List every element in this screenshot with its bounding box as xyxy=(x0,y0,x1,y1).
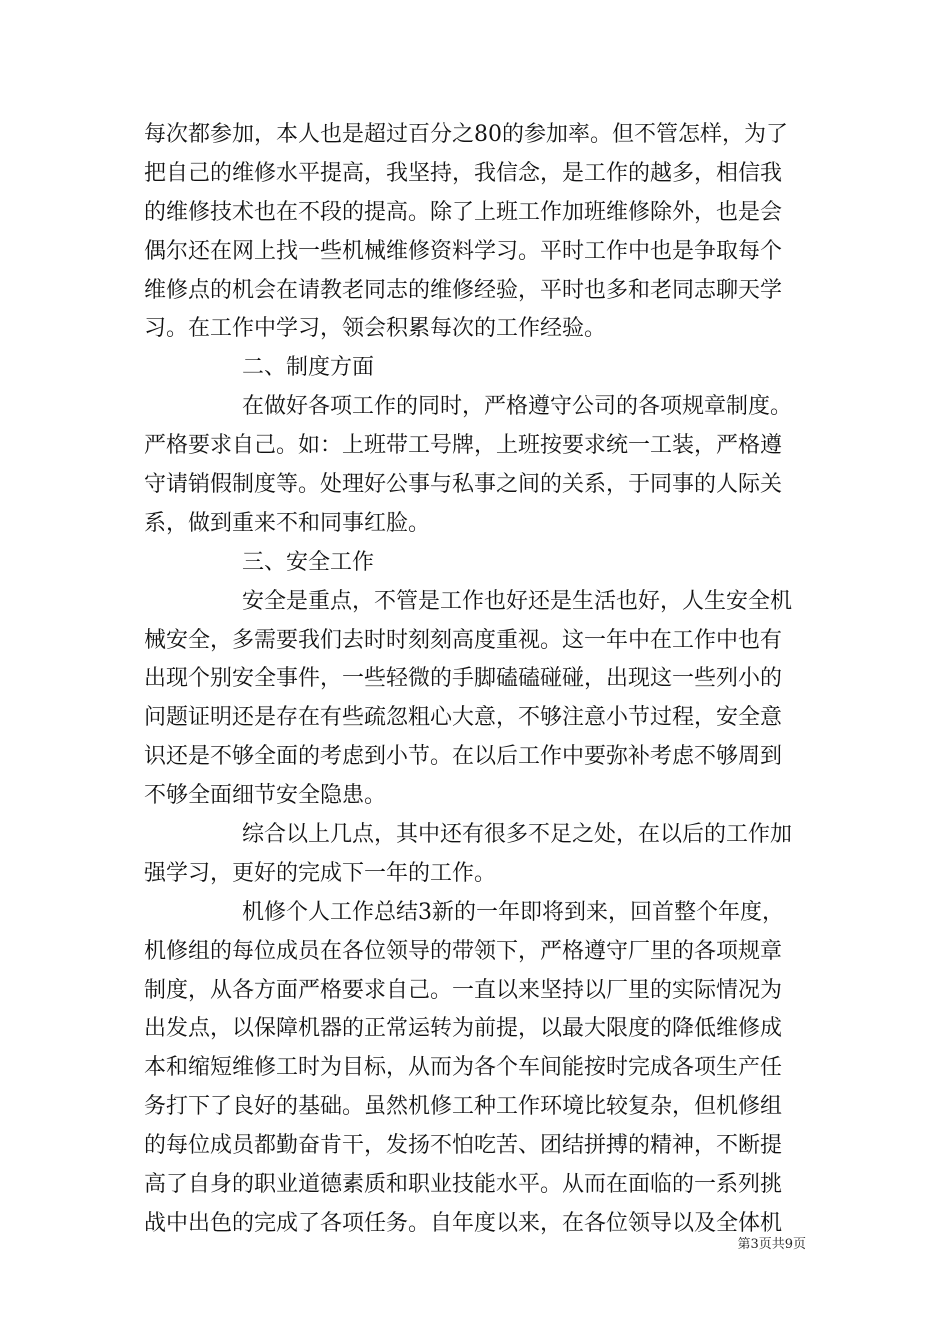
text-line: 强学习，更好的完成下一年的工作。 xyxy=(144,860,497,886)
text-line: 严格要求自己。如：上班带工号牌，上班按要求统一工装，严格遵 xyxy=(144,433,783,459)
text-line: 在做好各项工作的同时，严格遵守公司的各项规章制度。 xyxy=(242,394,793,420)
text-line: 习。在工作中学习，领会积累每次的工作经验。 xyxy=(144,316,607,342)
text-line: 三、安全工作 xyxy=(242,549,375,575)
text-line: 出现个别安全事件，一些轻微的手脚磕磕碰碰，出现这一些列小的 xyxy=(144,666,783,692)
text-line: 机修组的每位成员在各位领导的带领下，严格遵守厂里的各项规章 xyxy=(144,938,783,964)
text-line: 系，做到重来不和同事红脸。 xyxy=(144,510,431,536)
text-line: 的维修技术也在不段的提高。除了上班工作加班维修除外，也是会 xyxy=(144,199,783,225)
text-line: 每次都参加，本人也是超过百分之80的参加率。但不管怎样，为了 xyxy=(144,122,788,147)
text-line: 二、制度方面 xyxy=(242,355,375,381)
text-line: 不够全面细节安全隐患。 xyxy=(144,783,387,809)
text-line: 战中出色的完成了各项任务。自年度以来，在各位领导以及全体机 xyxy=(144,1210,783,1236)
page-footer: 第3页共9页 xyxy=(737,1237,806,1252)
text-line: 的每位成员都勤奋肯干，发扬不怕吃苦、团结拼搏的精神，不断提 xyxy=(144,1133,783,1159)
text-line: 识还是不够全面的考虑到小节。在以后工作中要弥补考虑不够周到 xyxy=(144,744,783,770)
text-line: 高了自身的职业道德素质和职业技能水平。从而在面临的一系列挑 xyxy=(144,1172,783,1198)
text-line: 出发点，以保障机器的正常运转为前提，以最大限度的降低维修成 xyxy=(144,1016,783,1042)
text-line: 本和缩短维修工时为目标，从而为各个车间能按时完成各项生产任 xyxy=(144,1055,783,1081)
text-line: 机修个人工作总结3新的一年即将到来，回首整个年度， xyxy=(242,899,784,925)
text-line: 务打下了良好的基础。虽然机修工种工作环境比较复杂，但机修组 xyxy=(144,1094,783,1120)
text-line: 制度，从各方面严格要求自己。一直以来坚持以厂里的实际情况为 xyxy=(144,977,783,1003)
text-line: 守请销假制度等。处理好公事与私事之间的关系，于同事的人际关 xyxy=(144,472,783,498)
text-line: 综合以上几点，其中还有很多不足之处，在以后的工作加 xyxy=(242,822,793,848)
text-line: 把自己的维修水平提高，我坚持，我信念，是工作的越多，相信我 xyxy=(144,160,783,186)
text-line: 安全是重点，不管是工作也好还是生活也好，人生安全机 xyxy=(242,588,793,614)
text-line: 维修点的机会在请教老同志的维修经验，平时也多和老同志聊天学 xyxy=(144,277,783,303)
text-line: 械安全，多需要我们去时时刻刻高度重视。这一年中在工作中也有 xyxy=(144,627,783,653)
text-line: 问题证明还是存在有些疏忽粗心大意，不够注意小节过程，安全意 xyxy=(144,705,783,731)
document-body xyxy=(144,116,814,1244)
text-line: 偶尔还在网上找一些机械维修资料学习。平时工作中也是争取每个 xyxy=(144,238,783,264)
